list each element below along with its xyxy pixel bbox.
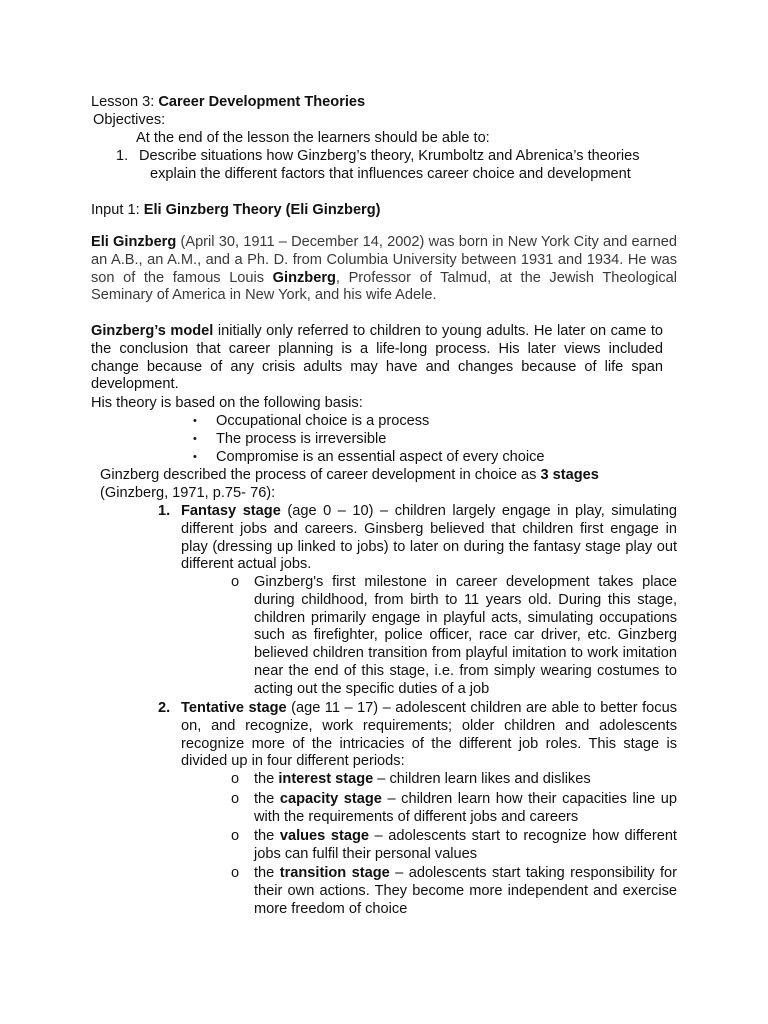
bio-name-2: Ginzberg [272, 269, 336, 286]
fantasy-title: Fantasy stage [181, 503, 281, 519]
basis-intro: His theory is based on the following basis: [91, 395, 363, 411]
period-pre: the [254, 828, 280, 844]
fantasy-number: 1. [158, 503, 171, 519]
tentative-text: (age 11 – 17) – adolescent children are able to better focus on, and recognize, work requirements; older children and adolescents recognize more of the intricacies of the different job roles. This stage is divided up in four different periods: [181, 700, 677, 770]
tentative-number: 2. [158, 700, 171, 716]
model-text: initially only referred to children to young adults. He later on came to the conclusion that career planning is a life-long process. His later views included change because of any crisis adults may have and changes because of life span development. [91, 323, 663, 393]
objective-line-1: Describe situations how Ginzberg’s theory, Krumboltz and Abrenica’s theories [139, 148, 640, 164]
period-values [254, 828, 677, 864]
objective-line-2: explain the different factors that influences career choice and development [150, 166, 631, 182]
stages-intro [100, 467, 664, 485]
stages-intro-text: Ginzberg described the process of career development in choice as [100, 467, 541, 483]
input-label: Input 1: [91, 202, 144, 218]
period-title: values stage [279, 828, 369, 844]
period-interest [254, 771, 677, 789]
objectives-label: Objectives: [93, 112, 166, 128]
period-text: – adolescents start to recognize how different jobs can fulfil their personal values [254, 828, 677, 862]
basis-bullet-3: Compromise is an essential aspect of every choice [216, 449, 545, 465]
objectives-intro: At the end of the lesson the learners should be able to: [136, 130, 490, 146]
period-pre: the [254, 865, 280, 881]
period-pre: the [254, 771, 279, 787]
period-text: – adolescents start taking responsibility for their own actions. They become more independent and exercise more freedom of choice [254, 865, 677, 917]
lesson-title: Career Development Theories [158, 94, 366, 110]
lesson-label: Lesson 3: [91, 94, 159, 110]
input-heading [91, 202, 381, 220]
bio-text-1: (April 30, 1911 – December 14, 2002) was born in New York City and earned an A.B., an A.M., and a Ph. D. from Columbia University between 1931 and 1934. He was son of the famous Louis [91, 234, 677, 286]
bio-name: Eli Ginzberg [91, 234, 177, 250]
basis-bullet-2: The process is irreversible [216, 431, 387, 447]
period-capacity [254, 791, 677, 827]
stages-citation: (Ginzberg, 1971, p.75- 76): [100, 485, 276, 501]
period-transition [254, 865, 677, 918]
bullet-icon: • [193, 451, 197, 463]
sub-bullet-icon: o [231, 771, 240, 787]
sub-bullet-icon: o [231, 828, 240, 844]
basis-bullet-1: Occupational choice is a process [216, 413, 430, 429]
period-text: – children learn how their capacities line up with the requirements of different jobs and careers [254, 791, 678, 825]
sub-bullet-icon: o [231, 865, 240, 881]
fantasy-text: (age 0 – 10) – children largely engage in play, simulating different jobs and careers. Ginsberg believed that children first engage in play (dressing up linked to jobs) to later on during the fantasy stage play out different actual jobs. [181, 503, 677, 573]
sub-bullet-icon: o [231, 574, 240, 590]
fantasy-stage [181, 503, 677, 574]
sub-bullet-icon: o [231, 791, 240, 807]
bullet-icon: • [193, 433, 197, 445]
period-text: – children learn likes and dislikes [373, 771, 591, 787]
period-pre: the [254, 791, 280, 807]
input-title: Eli Ginzberg Theory (Eli Ginzberg) [143, 202, 381, 218]
bullet-icon: • [193, 415, 197, 427]
lesson-heading [91, 94, 365, 112]
model-paragraph [91, 323, 663, 394]
period-title: capacity stage [279, 791, 382, 807]
objective-number: 1. [116, 148, 129, 164]
model-bold: Ginzberg’s model [91, 323, 214, 339]
stages-intro-bold: 3 stages [540, 467, 599, 483]
bio-paragraph [91, 234, 677, 305]
period-title: interest stage [278, 771, 374, 787]
tentative-stage [181, 700, 677, 771]
bio-text-2: , Professor of Talmud, at the Jewish Theological Seminary of America in New York, and his wife Adele. [91, 269, 677, 304]
fantasy-subpoint: Ginzberg's first milestone in career development takes place during childhood, from birth to 11 years old. During this stage, children primarily engage in playful acts, simulating occupations such as firefighter, police officer, race car driver, etc. Ginzberg believed children transition from playful imitation to work imitation near the end of this stage, i.e. from simply wearing costumes to acting out the specific duties of a job [254, 574, 677, 697]
tentative-title: Tentative stage [181, 700, 287, 716]
period-title: transition stage [279, 865, 390, 881]
